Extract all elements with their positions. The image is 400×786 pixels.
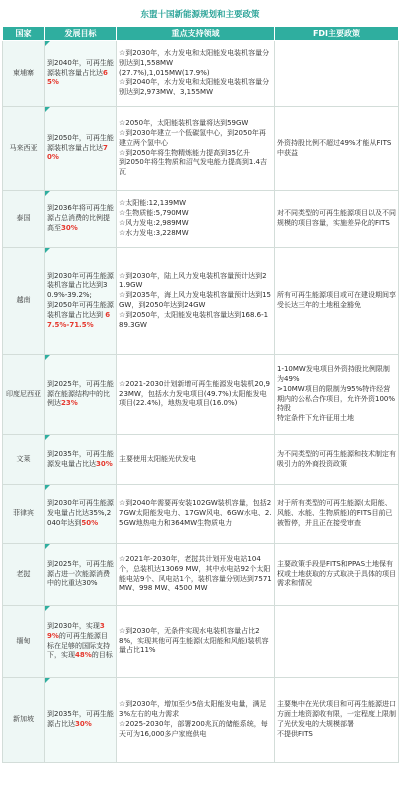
policy-cell <box>275 678 399 763</box>
focus-cell <box>117 248 275 355</box>
goal-line <box>47 622 114 661</box>
goal-cell <box>45 191 117 248</box>
focus-line: ☆到2030年，陆上风力发电装机容量预计达到21.9GW <box>119 271 267 290</box>
goal-cell <box>45 678 117 763</box>
goal-text: 到2050年，可再生能源装机容量占比达 <box>47 133 114 152</box>
policy-line: 为不同类型的可再生能源和技术制定有吸引力的外商投资政策 <box>277 449 396 468</box>
goal-highlight: 48% <box>75 651 92 660</box>
policy-cell <box>275 485 399 544</box>
table-row <box>3 435 399 485</box>
goal-line <box>47 272 114 301</box>
goal-highlight: 70% <box>47 143 108 162</box>
goal-line <box>47 710 114 730</box>
goal-highlight: 50% <box>81 518 99 527</box>
table-row <box>3 355 399 435</box>
table-row <box>3 107 399 191</box>
goal-text: 到2035年，可再生能源占比达 <box>47 710 114 728</box>
country-cell: 老挝 <box>3 544 45 606</box>
table-row <box>3 678 399 763</box>
goal-highlight: 30% <box>75 720 92 728</box>
goal-text: 到2040年，可再生能源装机容量占比达 <box>47 58 114 77</box>
focus-line: ☆到2030年建立一个低碳氢中心，到2050年再建立两个氢中心 <box>119 128 266 147</box>
focus-line: ☆风力发电:2,989MW <box>119 219 189 227</box>
goal-highlight: 30% <box>61 223 78 232</box>
focus-line: ☆水力发电:3,228MW <box>119 228 189 237</box>
goal-highlight: 23% <box>61 399 78 408</box>
policy-cell <box>275 606 399 678</box>
header-goal: 发展目标 <box>45 27 117 41</box>
page-title: 东盟十国新能源规划和主要政策 <box>140 10 260 20</box>
focus-line: 主要使用太阳能光伏发电 <box>119 454 196 463</box>
table-row <box>3 606 399 678</box>
goal-line <box>47 134 114 163</box>
focus-cell <box>117 41 275 107</box>
goal-line <box>47 450 114 470</box>
policy-line: 1-10MW发电项目外资持股比例限制为49% <box>277 365 390 383</box>
policy-line: 主要集中在光伏项目和可再生能源进口方面土地资源收有限，一定程度上限制了光伏发电的大规模部署 <box>277 700 396 728</box>
focus-line: ☆2021年-2030年，老挝共计划开发电站104个，总装机达13069 MW，其中水电站92个太阳能电站9个、风电站1个，装机容量分别达到7571 MW、998 MW、4500 MW <box>119 554 272 593</box>
goal-text: 到2030年，实现 <box>47 621 100 630</box>
focus-cell <box>117 435 275 485</box>
table-row <box>3 248 399 355</box>
header-row <box>3 27 399 41</box>
country-cell: 缅甸 <box>3 606 45 678</box>
policy-cell <box>275 544 399 606</box>
table-row <box>3 191 399 248</box>
policy-line: 对于所有类型的可再生能源(太阳能、风能、水能、生物质能)的FITS目前已被暂停，并且正在接受审查 <box>277 499 393 527</box>
table-body <box>3 41 399 763</box>
goal-cell <box>45 41 117 107</box>
policy-cell <box>275 435 399 485</box>
goal-line <box>47 204 114 233</box>
focus-cell <box>117 191 275 248</box>
focus-line: ☆到2050年将生物精炼能力提高到35亿升 <box>119 148 250 157</box>
focus-line: ☆2021-2030计划新增可再生能源发电装机20,923MW，包括水力发电项目(49.7%)太阳能发电项目(22.4%)，地热发电项目(16.0%) <box>119 379 271 408</box>
goal-text: 到2025年，可再生能源占进一次能源消费中的比重达30% <box>47 559 114 588</box>
goal-line <box>47 301 114 330</box>
focus-cell <box>117 544 275 606</box>
focus-cell <box>117 107 275 191</box>
policy-line: 不提供FITS <box>277 729 313 738</box>
country-cell: 文莱 <box>3 435 45 485</box>
policy-line: 外资持股比例不超过49%才能从FITS中获益 <box>277 138 392 157</box>
focus-line: (27.7%),1,015MW(17.9%) <box>119 68 210 77</box>
goal-cell <box>45 435 117 485</box>
focus-cell <box>117 355 275 435</box>
policy-cell <box>275 107 399 191</box>
country-cell: 泰国 <box>3 191 45 248</box>
header-country: 国家 <box>3 27 45 41</box>
policy-cell <box>275 355 399 435</box>
goal-text: 到2030年可再生能源发电量占比达35%,2040年达到 <box>47 499 114 527</box>
focus-line: ☆到2030年，增加至少5倍太阳能发电量，满足3%左右的电力需求 <box>119 700 267 719</box>
country-cell: 菲律宾 <box>3 485 45 544</box>
goal-highlight: 39% <box>47 621 105 640</box>
focus-cell <box>117 485 275 544</box>
focus-line: ☆到2040年需要再安装102GW装机容量，包括27GW太阳能发电力、17GW风电、6GW水电、2.5GW地热电力和364MW生物质电力 <box>119 499 272 527</box>
goal-text: 的可再生能源目标在足够的国际支持下，实现 <box>47 631 110 660</box>
country-cell: 柬埔寨 <box>3 41 45 107</box>
policy-line: 特定条件下允许征用土地 <box>277 414 354 423</box>
focus-line: ☆到2050年，太阳能发电装机容量达到168.6-189.3GW <box>119 310 269 329</box>
policy-line: 所有可再生能源项目或可在建设期间享受长达三年的土地租金豁免 <box>277 291 396 309</box>
table-row <box>3 544 399 606</box>
focus-line: ☆到2030年，无条件实现水电装机容量占比28%，实现其他可再生能源(太阳能和风能)装机容量占比11% <box>119 626 269 655</box>
policy-cell <box>275 248 399 355</box>
goal-text: 到2050年可再生能源装机容量占比达到 <box>47 301 114 319</box>
focus-line: 到2050年将生物质和沼气发电能力提高到1.4吉瓦 <box>119 158 267 177</box>
policy-cell <box>275 191 399 248</box>
header-focus: 重点支持领域 <box>117 27 275 41</box>
table-row <box>3 485 399 544</box>
focus-line: ☆2025-2030年，部署200兆瓦的储能系统，每天可为16,000多户家庭供电 <box>119 720 268 738</box>
focus-cell <box>117 606 275 678</box>
goal-text: 到2035年，可再生能源发电量占比达 <box>47 449 114 468</box>
focus-line: ☆2050年，太阳能装机容量将达到59GW <box>119 119 249 128</box>
header-policy: FDI主要政策 <box>275 27 399 41</box>
goal-highlight: 67.5%-71.5% <box>47 310 111 329</box>
country-cell: 新加坡 <box>3 678 45 763</box>
policy-line: >10MW项目的限制为95%特许经营期内的公私合作项目，允许外资100%持股 <box>277 384 396 413</box>
goal-cell <box>45 606 117 678</box>
focus-line: ☆太阳能:12,139MW <box>119 199 187 208</box>
policy-cell <box>275 41 399 107</box>
focus-line: ☆到2040年，水力发电和太阳能发电装机容量分别达到2,973MW、3,155MW <box>119 78 270 97</box>
goal-highlight: 65% <box>47 68 108 87</box>
table-row <box>3 41 399 107</box>
policy-line: 对不同类型的可再生能源项目以及不同规模的项目容量，实施差异化的FITS <box>277 209 396 227</box>
focus-line: ☆到2030年，水力发电和太阳能发电装机容量分别达到1,558MW <box>119 49 270 67</box>
goal-cell <box>45 544 117 606</box>
goal-cell <box>45 355 117 435</box>
policy-line: 主要政策手段是FITS和PPAS土地保有权或土地获取的方式取决于具体的项目需求和情况 <box>277 559 396 588</box>
country-cell: 马来西亚 <box>3 107 45 191</box>
goal-text: 到2025年，可再生能源在能源结构中的比例达 <box>47 379 114 408</box>
goal-line <box>47 499 114 528</box>
policy-table <box>2 26 399 763</box>
goal-line <box>47 380 114 409</box>
goal-highlight: 30% <box>96 459 113 468</box>
country-cell: 印度尼西亚 <box>3 355 45 435</box>
goal-text: 到2030年可再生能源装机容量占比达到30.9%-39.2%; <box>47 271 114 300</box>
focus-line: ☆到2035年，海上风力发电装机容量预计达到15GW，到2050年达到24GW <box>119 291 271 309</box>
goal-line <box>47 560 114 589</box>
goal-cell <box>45 248 117 355</box>
goal-line <box>47 59 114 88</box>
goal-cell <box>45 485 117 544</box>
goal-text: 的目标 <box>91 651 113 660</box>
goal-text: 到2036年将可再生能源占总消费的比例提高至 <box>47 204 114 232</box>
goal-cell <box>45 107 117 191</box>
country-cell: 越南 <box>3 248 45 355</box>
focus-line: ☆生物质能:5,790MW <box>119 209 189 218</box>
focus-cell <box>117 678 275 763</box>
